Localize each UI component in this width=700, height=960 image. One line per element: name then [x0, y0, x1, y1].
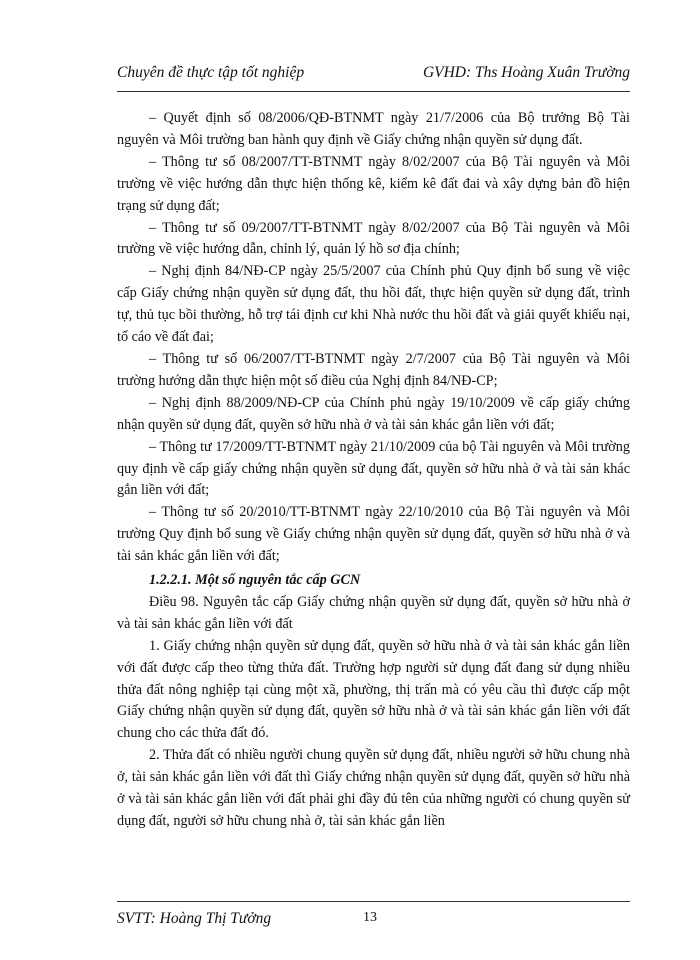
document-body — [117, 108, 630, 833]
regulation-item-8: – Thông tư số 20/2010/TT-BTNMT ngày 22/10/2010 của Bộ Tài nguyên và Môi trường Quy định bổ sung về Giấy chứng nhận quyền sử dụng đất, quyền sở hữu nhà ở và tài sản khác gắn liền với đất; — [117, 504, 630, 565]
page-number: 13 — [363, 910, 377, 925]
regulation-item-2: – Thông tư số 08/2007/TT-BTNMT ngày 8/02/2007 của Bộ Tài nguyên và Môi trường về việc hướng dẫn thực hiện thống kê, kiểm kê đất đai và xây dựng bản đồ hiện trạng sử dụng đất; — [117, 153, 630, 214]
regulation-item-3: – Thông tư số 09/2007/TT-BTNMT ngày 8/02/2007 của Bộ Tài nguyên và Môi trường về việc hướng dẫn, chỉnh lý, quản lý hồ sơ địa chính; — [117, 219, 630, 258]
clause-1: 1. Giấy chứng nhận quyền sử dụng đất, quyền sở hữu nhà ở và tài sản khác gắn liền với đất được cấp theo từng thửa đất. Trường hợp người sử dụng đất đang sử dụng nhiều thửa đất nông nghiệp tại cùng một xã, phường, thị trấn mà có yêu cầu thì được cấp một Giấy chứng nhận quyền sử dụng đất, quyền sở hữu nhà ở và tài sản khác gắn liền với đất chung cho các thửa đất đó. — [117, 637, 630, 742]
header-supervisor: GVHD: Ths Hoàng Xuân Trường — [422, 64, 630, 81]
page-header — [117, 64, 630, 86]
article-98-title: Điều 98. Nguyên tắc cấp Giấy chứng nhận quyền sử dụng đất, quyền sở hữu nhà ở và tài sản khác gắn liền với đất — [117, 593, 630, 632]
page-footer — [117, 910, 630, 932]
regulation-item-4: – Nghị định 84/NĐ-CP ngày 25/5/2007 của Chính phủ Quy định bổ sung về việc cấp Giấy chứng nhận quyền sử dụng đất, thu hồi đất, thực hiện quyền sử dụng đất, trình tự, thủ tục bồi thường, hỗ trợ tái định cư khi Nhà nước thu hồi đất và giải quyết khiếu nại, tố cáo về đất đai; — [117, 263, 630, 346]
regulation-item-7: – Thông tư 17/2009/TT-BTNMT ngày 21/10/2009 của bộ Tài nguyên và Môi trường quy định về cấp giấy chứng nhận quyền sử dụng đất, quyền sở hữu nhà ở và tài sản khác gắn liền với đất; — [117, 438, 630, 499]
footer-divider — [117, 901, 630, 902]
section-heading: 1.2.2.1. Một số nguyên tắc cấp GCN — [149, 572, 361, 589]
header-divider — [117, 91, 630, 92]
regulation-item-5: – Thông tư số 06/2007/TT-BTNMT ngày 2/7/2007 của Bộ Tài nguyên và Môi trường hướng dẫn thực hiện một số điều của Nghị định 84/NĐ-CP; — [117, 350, 630, 389]
regulation-item-6: – Nghị định 88/2009/NĐ-CP của Chính phủ ngày 19/10/2009 về cấp giấy chứng nhận quyền sử dụng đất, quyền sở hữu nhà ở và tài sản khác gắn liền với đất; — [117, 394, 630, 433]
regulation-item-1: – Quyết định số 08/2006/QĐ-BTNMT ngày 21/7/2006 của Bộ trưởng Bộ Tài nguyên và Môi trường ban hành quy định về Giấy chứng nhận quyền sử dụng đất. — [117, 110, 630, 148]
header-report-title: Chuyên đề thực tập tốt nghiệp — [117, 64, 305, 81]
clause-2: 2. Thửa đất có nhiều người chung quyền sử dụng đất, nhiều người sở hữu chung nhà ở, tài sản khác gắn liền với đất thì Giấy chứng nhận quyền sử dụng đất, quyền sở hữu nhà ở và tài sản khác gắn liền với đất phải ghi đầy đủ tên của những người có chung quyền sử dụng đất, người sở hữu chung nhà ở, tài sản khác gắn liền — [117, 747, 630, 829]
footer-student: SVTT: Hoàng Thị Tưởng — [117, 910, 272, 927]
